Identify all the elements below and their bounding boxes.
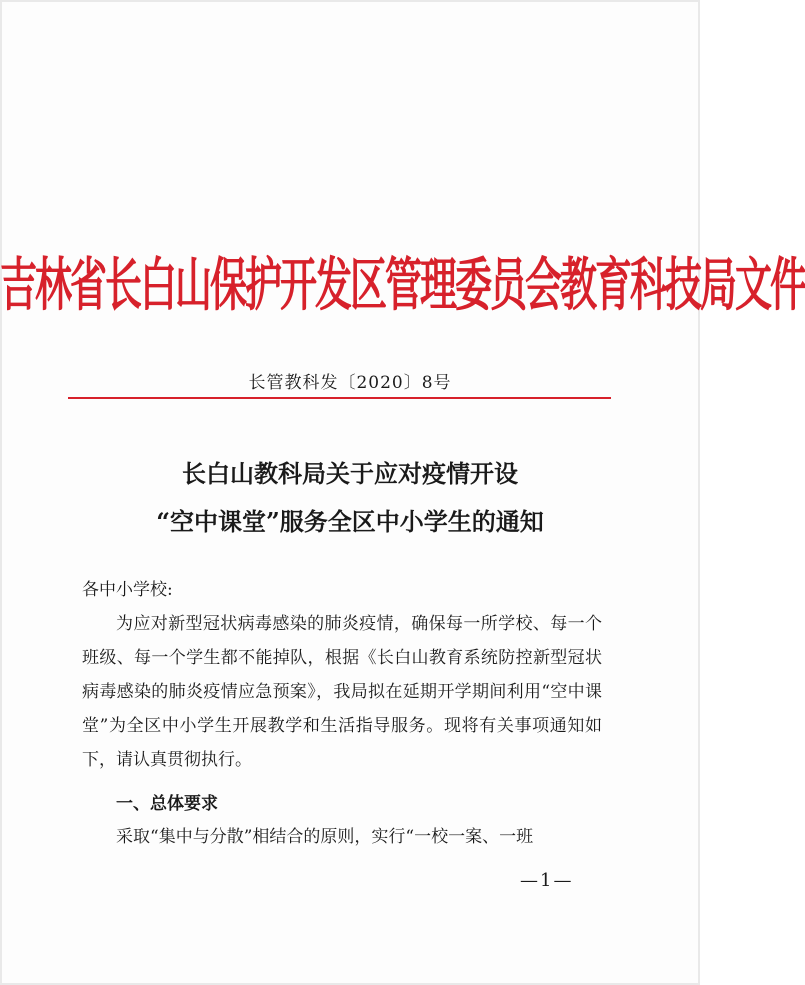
red-divider [68,397,611,399]
body-paragraph-1: 为应对新型冠状病毒感染的肺炎疫情，确保每一所学校、每一个班级、每一个学生都不能掉队，根据《长白山教育系统防控新型冠状病毒感染的肺炎疫情应急预案》，我局拟在延期开学期间利用“空中课堂”为全区中小学生开展教学和生活指导服务。现将有关事项通知如下，请认真贯彻执行。 [82,614,602,770]
issuer-title: 吉林省长白山保护开发区管理委员会教育科技局文件 [0,251,805,319]
notice-title-line1: 长白山教科局关于应对疫情开设 [182,459,518,488]
body-paragraph-2: 采取“集中与分散”相结合的原则，实行“一校一案、一班 [116,827,534,847]
addressee: 各中小学校: [82,580,173,600]
notice-title-line2: “空中课堂”服务全区中小学生的通知 [156,507,544,536]
section-heading-1: 一、总体要求 [116,794,218,814]
document-number: 长管教科发〔2020〕8号 [248,373,452,393]
page-number: —1— [520,870,574,891]
